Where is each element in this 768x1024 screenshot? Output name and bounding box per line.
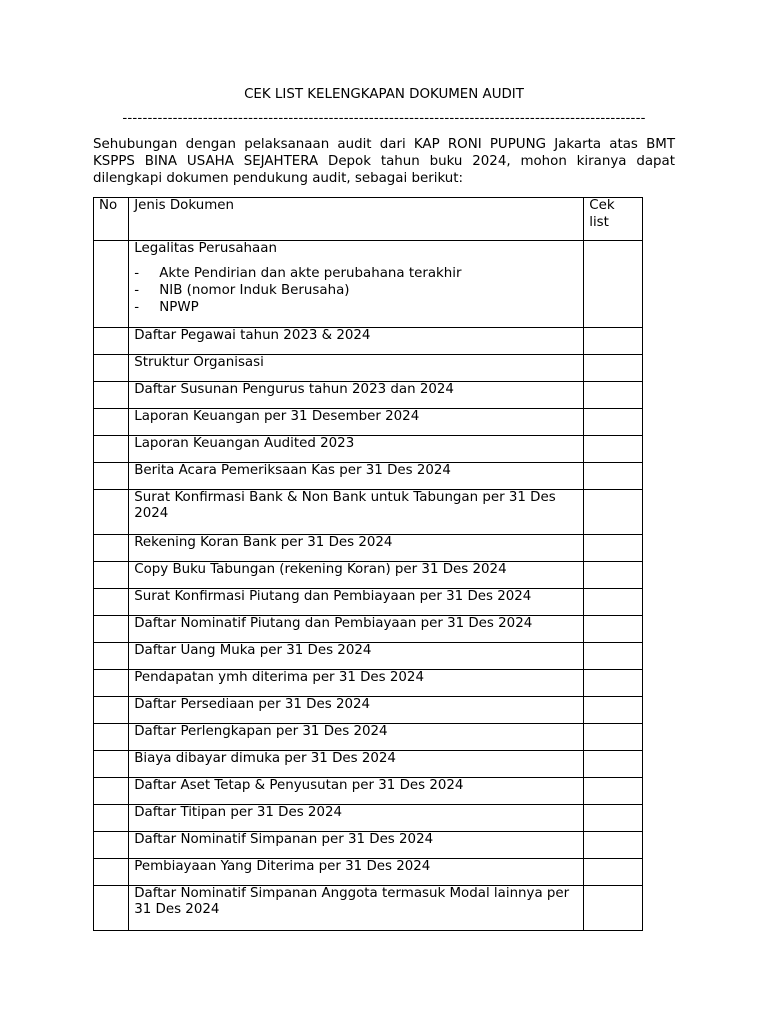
row-number-cell bbox=[94, 858, 129, 885]
row-number-cell bbox=[94, 723, 129, 750]
table-row bbox=[94, 435, 643, 462]
row-number-cell bbox=[94, 462, 129, 489]
table-row bbox=[94, 777, 643, 804]
table-row bbox=[94, 489, 643, 534]
checklist-cell[interactable] bbox=[584, 462, 643, 489]
legal-heading: Legalitas Perusahaan bbox=[134, 240, 277, 256]
dash-marker: - bbox=[134, 299, 140, 315]
legal-item bbox=[134, 266, 577, 283]
table-row bbox=[94, 462, 643, 489]
dash-marker: - bbox=[134, 266, 140, 282]
header-no: No bbox=[94, 198, 129, 241]
row-number-cell bbox=[94, 642, 129, 669]
table-row bbox=[94, 327, 643, 354]
checklist-cell[interactable] bbox=[584, 669, 643, 696]
document-cell: Biaya dibayar dimuka per 31 Des 2024 bbox=[129, 750, 584, 777]
document-cell: Daftar Nominatif Simpanan Anggota termasuk Modal lainnya per 31 Des 2024 bbox=[129, 885, 584, 930]
document-cell: Laporan Keuangan Audited 2023 bbox=[129, 435, 584, 462]
checklist-cell[interactable] bbox=[584, 534, 643, 561]
document-cell: Daftar Perlengkapan per 31 Des 2024 bbox=[129, 723, 584, 750]
document-cell: Daftar Pegawai tahun 2023 & 2024 bbox=[129, 327, 584, 354]
checklist-cell[interactable] bbox=[584, 408, 643, 435]
document-cell: Daftar Aset Tetap & Penyusutan per 31 Des 2024 bbox=[129, 777, 584, 804]
row-number-cell bbox=[94, 696, 129, 723]
checklist-cell[interactable] bbox=[584, 777, 643, 804]
document-cell: Pembiayaan Yang Diterima per 31 Des 2024 bbox=[129, 858, 584, 885]
row-number-cell bbox=[94, 750, 129, 777]
legal-item bbox=[134, 300, 577, 317]
row-number-cell bbox=[94, 240, 129, 327]
table-row bbox=[94, 831, 643, 858]
table-row bbox=[94, 534, 643, 561]
dash-marker: - bbox=[134, 283, 140, 299]
table-row bbox=[94, 696, 643, 723]
checklist-cell[interactable] bbox=[584, 240, 643, 327]
row-number-cell bbox=[94, 561, 129, 588]
table-row bbox=[94, 408, 643, 435]
checklist-cell[interactable] bbox=[584, 858, 643, 885]
table-row bbox=[94, 750, 643, 777]
document-cell: Daftar Persediaan per 31 Des 2024 bbox=[129, 696, 584, 723]
checklist-cell[interactable] bbox=[584, 327, 643, 354]
document-cell: Struktur Organisasi bbox=[129, 354, 584, 381]
row-number-cell bbox=[94, 831, 129, 858]
table-row bbox=[94, 885, 643, 930]
checklist-cell[interactable] bbox=[584, 354, 643, 381]
checklist-cell[interactable] bbox=[584, 723, 643, 750]
row-number-cell bbox=[94, 408, 129, 435]
document-cell: Copy Buku Tabungan (rekening Koran) per 31 Des 2024 bbox=[129, 561, 584, 588]
checklist-cell[interactable] bbox=[584, 885, 643, 930]
document-cell: Daftar Uang Muka per 31 Des 2024 bbox=[129, 642, 584, 669]
document-cell: Surat Konfirmasi Piutang dan Pembiayaan per 31 Des 2024 bbox=[129, 588, 584, 615]
table-row bbox=[94, 240, 643, 327]
checklist-cell[interactable] bbox=[584, 750, 643, 777]
legal-item-label: Akte Pendirian dan akte perubahana terakhir bbox=[159, 266, 462, 282]
table-row bbox=[94, 588, 643, 615]
row-number-cell bbox=[94, 435, 129, 462]
header-document: Jenis Dokumen bbox=[129, 198, 584, 241]
table-row bbox=[94, 354, 643, 381]
row-number-cell bbox=[94, 327, 129, 354]
table-row bbox=[94, 669, 643, 696]
table-row bbox=[94, 723, 643, 750]
checklist-cell[interactable] bbox=[584, 588, 643, 615]
checklist-cell[interactable] bbox=[584, 696, 643, 723]
table-row bbox=[94, 804, 643, 831]
row-number-cell bbox=[94, 588, 129, 615]
checklist-cell[interactable] bbox=[584, 489, 643, 534]
document-cell: Daftar Nominatif Piutang dan Pembiayaan per 31 Des 2024 bbox=[129, 615, 584, 642]
document-cell: Daftar Susunan Pengurus tahun 2023 dan 2024 bbox=[129, 381, 584, 408]
row-number-cell bbox=[94, 777, 129, 804]
row-number-cell bbox=[94, 381, 129, 408]
document-title: CEK LIST KELENGKAPAN DOKUMEN AUDIT bbox=[244, 87, 524, 102]
legal-item-label: NPWP bbox=[159, 299, 199, 315]
row-number-cell bbox=[94, 354, 129, 381]
checklist-cell[interactable] bbox=[584, 642, 643, 669]
document-cell: Surat Konfirmasi Bank & Non Bank untuk Tabungan per 31 Des 2024 bbox=[129, 489, 584, 534]
checklist-cell[interactable] bbox=[584, 804, 643, 831]
table-row bbox=[94, 858, 643, 885]
header-checklist: Cek list bbox=[584, 198, 643, 241]
checklist-table bbox=[93, 197, 643, 931]
legal-item bbox=[134, 283, 577, 300]
legal-item-label: NIB (nomor Induk Berusaha) bbox=[159, 283, 350, 299]
row-number-cell bbox=[94, 534, 129, 561]
document-cell: Laporan Keuangan per 31 Desember 2024 bbox=[129, 408, 584, 435]
row-number-cell bbox=[94, 615, 129, 642]
document-cell: Daftar Nominatif Simpanan per 31 Des 2024 bbox=[129, 831, 584, 858]
document-cell: Daftar Titipan per 31 Des 2024 bbox=[129, 804, 584, 831]
document-cell: Rekening Koran Bank per 31 Des 2024 bbox=[129, 534, 584, 561]
checklist-cell[interactable] bbox=[584, 831, 643, 858]
table-row bbox=[94, 615, 643, 642]
document-cell: Berita Acara Pemeriksaan Kas per 31 Des 2024 bbox=[129, 462, 584, 489]
table-row bbox=[94, 561, 643, 588]
title-divider: -------------------------------------------------------------------------------------------------------- bbox=[122, 111, 646, 126]
row-number-cell bbox=[94, 669, 129, 696]
document-cell: Pendapatan ymh diterima per 31 Des 2024 bbox=[129, 669, 584, 696]
table-header-row bbox=[94, 198, 643, 241]
intro-paragraph: Sehubungan dengan pelaksanaan audit dari KAP RONI PUPUNG Jakarta atas BMT KSPPS BINA USAHA SEJAHTERA Depok tahun buku 2024, mohon kiranya dapat dilengkapi dokumen pendukung audit, sebagai berikut: bbox=[93, 137, 675, 186]
row-number-cell bbox=[94, 804, 129, 831]
document-cell bbox=[129, 240, 584, 327]
checklist-cell[interactable] bbox=[584, 381, 643, 408]
checklist-cell[interactable] bbox=[584, 435, 643, 462]
checklist-cell[interactable] bbox=[584, 615, 643, 642]
table-row bbox=[94, 642, 643, 669]
row-number-cell bbox=[94, 885, 129, 930]
row-number-cell bbox=[94, 489, 129, 534]
checklist-cell[interactable] bbox=[584, 561, 643, 588]
table-row bbox=[94, 381, 643, 408]
